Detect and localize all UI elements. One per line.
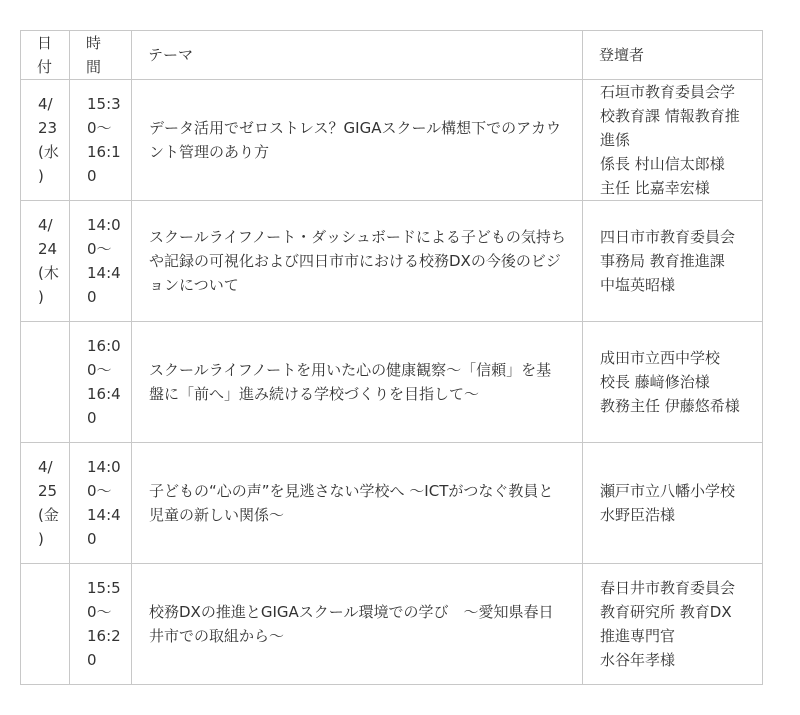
speaker-line: 四日市市教育委員会事務局 教育推進課 [600, 228, 736, 270]
time-cell: 15:50～16:20 [70, 564, 132, 685]
speaker-line: 主任 比嘉幸宏様 [600, 179, 710, 197]
theme-cell: 子どもの“心の声”を見逃さない学校へ ～ICTがつなぐ教員と児童の新しい関係～ [132, 443, 583, 564]
speaker-line: 係長 村山信太郎様 [600, 155, 725, 173]
header-row [21, 31, 763, 80]
speaker-line: 教務主任 伊藤悠希様 [600, 397, 740, 415]
header-theme: テーマ [132, 31, 583, 80]
time-cell: 14:00～14:40 [70, 443, 132, 564]
time-cell: 15:30～16:10 [70, 80, 132, 201]
speaker-line: 春日井市教育委員会教育研究所 教育DX推進専門官 [600, 579, 736, 645]
table-body [21, 80, 763, 685]
table-row [21, 80, 763, 201]
date-cell [21, 322, 70, 443]
speaker-line: 石垣市教育委員会学校教育課 情報教育推進係 [600, 83, 740, 149]
speaker-line: 水野臣浩様 [600, 506, 676, 524]
speaker-line: 瀬戸市立八幡小学校 [600, 482, 736, 500]
speaker-cell [583, 564, 763, 685]
speaker-line: 校長 藤﨑修治様 [600, 373, 710, 391]
table-row [21, 322, 763, 443]
speaker-cell [583, 322, 763, 443]
header-date: 日付 [21, 31, 70, 80]
date-cell: 4/24(木) [21, 201, 70, 322]
schedule-table [20, 30, 763, 685]
time-cell: 14:00～14:40 [70, 201, 132, 322]
time-cell: 16:00～16:40 [70, 322, 132, 443]
speaker-line: 中塩英昭様 [600, 276, 676, 294]
theme-cell: データ活用でゼロストレス？GIGAスクール構想下でのアカウント管理のあり方 [132, 80, 583, 201]
speaker-line: 水谷年孝様 [600, 651, 676, 669]
speaker-cell [583, 80, 763, 201]
header-speaker: 登壇者 [583, 31, 763, 80]
theme-cell: スクールライフノート・ダッシュボードによる子どもの気持ちや記録の可視化および四日市市における校務DXの今後のビジョンについて [132, 201, 583, 322]
speaker-cell [583, 201, 763, 322]
table-header [21, 31, 763, 80]
theme-cell: 校務DXの推進とGIGAスクール環境での学び ～愛知県春日井市での取組から～ [132, 564, 583, 685]
speaker-cell [583, 443, 763, 564]
table-row [21, 443, 763, 564]
speaker-line: 成田市立西中学校 [600, 349, 721, 367]
date-cell: 4/25(金) [21, 443, 70, 564]
date-cell [21, 564, 70, 685]
table-row [21, 564, 763, 685]
table-row [21, 201, 763, 322]
date-cell: 4/23(水) [21, 80, 70, 201]
header-time: 時間 [70, 31, 132, 80]
theme-cell: スクールライフノートを用いた心の健康観察～「信頼」を基盤に「前へ」進み続ける学校づくりを目指して～ [132, 322, 583, 443]
